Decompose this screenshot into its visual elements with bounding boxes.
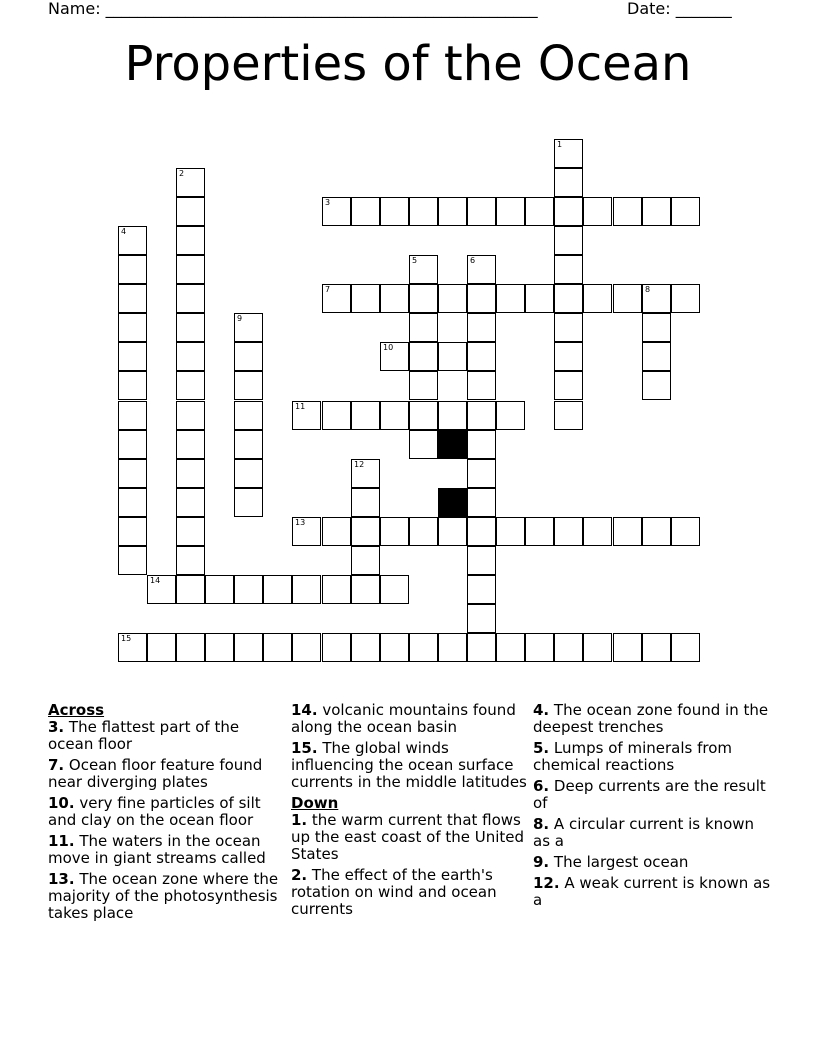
black-square (438, 430, 467, 459)
answer-cell[interactable] (467, 488, 496, 517)
answer-cell[interactable] (409, 633, 438, 662)
clue-across (48, 871, 288, 922)
answer-cell[interactable] (496, 517, 525, 546)
clue-text: very fine particles of silt and clay on the ocean floor (48, 794, 261, 829)
answer-cell[interactable] (234, 430, 263, 459)
clue-number: 15. (291, 739, 318, 757)
clue-number: 3. (48, 718, 65, 736)
answer-cell[interactable] (205, 633, 234, 662)
answer-cell[interactable] (467, 517, 496, 546)
answer-cell[interactable] (438, 342, 467, 371)
answer-cell[interactable] (118, 226, 147, 255)
answer-cell[interactable] (525, 633, 554, 662)
clue-text: The flattest part of the ocean floor (48, 718, 240, 753)
answer-cell[interactable] (613, 284, 642, 313)
answer-cell[interactable] (409, 313, 438, 342)
answer-cell[interactable] (438, 633, 467, 662)
clue-number-label: 3 (325, 198, 331, 207)
clue-across (291, 740, 531, 791)
answer-cell[interactable] (292, 517, 321, 546)
clue-down (533, 740, 773, 774)
answer-cell[interactable] (554, 342, 583, 371)
answer-cell[interactable] (176, 342, 205, 371)
answer-cell[interactable] (642, 197, 671, 226)
clue-text: The global winds influencing the ocean surface currents in the middle latitudes (291, 739, 527, 791)
answer-cell[interactable] (380, 575, 409, 604)
answer-cell[interactable] (583, 197, 612, 226)
clue-across (48, 757, 288, 791)
answer-cell[interactable] (409, 517, 438, 546)
clue-number-label: 11 (295, 402, 306, 411)
answer-cell[interactable] (467, 459, 496, 488)
answer-cell[interactable] (351, 575, 380, 604)
answer-cell[interactable] (176, 517, 205, 546)
clues-column-1 (48, 702, 288, 926)
answer-cell[interactable] (322, 517, 351, 546)
clue-number: 14. (291, 701, 318, 719)
clue-number: 9. (533, 853, 550, 871)
clue-text: The ocean zone found in the deepest trenches (533, 701, 769, 736)
clue-number-label: 12 (354, 460, 365, 469)
answer-cell[interactable] (642, 284, 671, 313)
answer-cell[interactable] (671, 197, 700, 226)
clue-number: 8. (533, 815, 550, 833)
answer-cell[interactable] (467, 342, 496, 371)
clue-down (291, 812, 531, 863)
answer-cell[interactable] (467, 255, 496, 284)
answer-cell[interactable] (292, 633, 321, 662)
clue-number: 12. (533, 874, 560, 892)
answer-cell[interactable] (322, 197, 351, 226)
clue-down (533, 778, 773, 812)
answer-cell[interactable] (118, 546, 147, 575)
clue-number: 2. (291, 866, 308, 884)
answer-cell[interactable] (409, 430, 438, 459)
clue-text: The ocean zone where the majority of the photosynthesis takes place (48, 870, 279, 922)
answer-cell[interactable] (176, 197, 205, 226)
answer-cell[interactable] (322, 401, 351, 430)
black-square (438, 488, 467, 517)
answer-cell[interactable] (409, 342, 438, 371)
clue-across (48, 795, 288, 829)
answer-cell[interactable] (351, 459, 380, 488)
answer-cell[interactable] (642, 342, 671, 371)
clue-number-label: 8 (645, 285, 651, 294)
answer-cell[interactable] (118, 313, 147, 342)
answer-cell[interactable] (409, 197, 438, 226)
answer-cell[interactable] (496, 284, 525, 313)
clue-text: The waters in the ocean move in giant streams called (48, 832, 266, 867)
answer-cell[interactable] (467, 371, 496, 400)
answer-cell[interactable] (583, 284, 612, 313)
clue-text: Lumps of minerals from chemical reactions (533, 739, 732, 774)
clue-number-label: 6 (470, 256, 476, 265)
answer-cell[interactable] (496, 401, 525, 430)
clue-text: Deep currents are the result of (533, 777, 766, 812)
clue-down (533, 875, 773, 909)
answer-cell[interactable] (234, 488, 263, 517)
date-field-label: Date: _______ (627, 0, 732, 18)
answer-cell[interactable] (176, 226, 205, 255)
answer-cell[interactable] (292, 401, 321, 430)
answer-cell[interactable] (176, 575, 205, 604)
answer-cell[interactable] (234, 313, 263, 342)
answer-cell[interactable] (496, 197, 525, 226)
clue-number-label: 9 (237, 314, 243, 323)
clue-text: A weak current is known as a (533, 874, 771, 909)
answer-cell[interactable] (118, 342, 147, 371)
clue-text: The effect of the earth's rotation on wind and ocean currents (291, 866, 497, 918)
clue-text: volcanic mountains found along the ocean basin (291, 701, 516, 736)
answer-cell[interactable] (467, 284, 496, 313)
answer-cell[interactable] (467, 546, 496, 575)
answer-cell[interactable] (176, 401, 205, 430)
answer-cell[interactable] (234, 633, 263, 662)
answer-cell[interactable] (351, 197, 380, 226)
answer-cell[interactable] (467, 633, 496, 662)
answer-cell[interactable] (118, 459, 147, 488)
clue-down (533, 702, 773, 736)
answer-cell[interactable] (176, 284, 205, 313)
answer-cell[interactable] (554, 401, 583, 430)
answer-cell[interactable] (409, 255, 438, 284)
answer-cell[interactable] (234, 575, 263, 604)
answer-cell[interactable] (438, 401, 467, 430)
answer-cell[interactable] (525, 284, 554, 313)
answer-cell[interactable] (583, 517, 612, 546)
answer-cell[interactable] (118, 284, 147, 313)
answer-cell[interactable] (292, 575, 321, 604)
answer-cell[interactable] (234, 371, 263, 400)
answer-cell[interactable] (671, 633, 700, 662)
answer-cell[interactable] (176, 633, 205, 662)
clue-number: 13. (48, 870, 75, 888)
answer-cell[interactable] (176, 371, 205, 400)
answer-cell[interactable] (583, 633, 612, 662)
answer-cell[interactable] (118, 255, 147, 284)
answer-cell[interactable] (380, 633, 409, 662)
clue-number-label: 15 (121, 634, 132, 643)
answer-cell[interactable] (351, 488, 380, 517)
clue-number-label: 13 (295, 518, 306, 527)
answer-cell[interactable] (263, 575, 292, 604)
clue-number: 10. (48, 794, 75, 812)
answer-cell[interactable] (351, 517, 380, 546)
answer-cell[interactable] (438, 517, 467, 546)
answer-cell[interactable] (351, 546, 380, 575)
answer-cell[interactable] (351, 401, 380, 430)
answer-cell[interactable] (467, 430, 496, 459)
clue-text: the warm current that flows up the east coast of the United States (291, 811, 525, 863)
clue-number: 7. (48, 756, 65, 774)
answer-cell[interactable] (409, 401, 438, 430)
answer-cell[interactable] (554, 255, 583, 284)
clue-down (291, 867, 531, 918)
answer-cell[interactable] (554, 226, 583, 255)
clue-number: 6. (533, 777, 550, 795)
answer-cell[interactable] (554, 139, 583, 168)
answer-cell[interactable] (118, 371, 147, 400)
answer-cell[interactable] (322, 575, 351, 604)
answer-cell[interactable] (554, 197, 583, 226)
page-title: Properties of the Ocean (124, 36, 692, 92)
clue-down (533, 854, 773, 871)
answer-cell[interactable] (671, 517, 700, 546)
answer-cell[interactable] (351, 633, 380, 662)
answer-cell[interactable] (438, 197, 467, 226)
answer-cell[interactable] (613, 197, 642, 226)
answer-cell[interactable] (467, 604, 496, 633)
across-heading: Across (48, 701, 105, 719)
answer-cell[interactable] (467, 313, 496, 342)
clue-number-label: 1 (557, 140, 563, 149)
answer-cell[interactable] (380, 517, 409, 546)
clues-column-2 (291, 702, 531, 922)
clue-number-label: 5 (412, 256, 418, 265)
clue-number-label: 2 (179, 169, 185, 178)
answer-cell[interactable] (118, 633, 147, 662)
answer-cell[interactable] (234, 401, 263, 430)
answer-cell[interactable] (118, 488, 147, 517)
answer-cell[interactable] (554, 371, 583, 400)
answer-cell[interactable] (176, 459, 205, 488)
answer-cell[interactable] (554, 284, 583, 313)
answer-cell[interactable] (176, 546, 205, 575)
answer-cell[interactable] (554, 633, 583, 662)
answer-cell[interactable] (176, 255, 205, 284)
answer-cell[interactable] (176, 488, 205, 517)
answer-cell[interactable] (380, 197, 409, 226)
clue-number: 5. (533, 739, 550, 757)
answer-cell[interactable] (351, 284, 380, 313)
answer-cell[interactable] (263, 633, 292, 662)
answer-cell[interactable] (176, 313, 205, 342)
clue-number: 1. (291, 811, 308, 829)
answer-cell[interactable] (234, 342, 263, 371)
answer-cell[interactable] (525, 197, 554, 226)
answer-cell[interactable] (118, 430, 147, 459)
answer-cell[interactable] (234, 459, 263, 488)
answer-cell[interactable] (205, 575, 234, 604)
answer-cell[interactable] (322, 284, 351, 313)
clue-down (533, 816, 773, 850)
answer-cell[interactable] (642, 371, 671, 400)
clue-number-label: 14 (150, 576, 161, 585)
answer-cell[interactable] (147, 575, 176, 604)
answer-cell[interactable] (176, 430, 205, 459)
answer-cell[interactable] (525, 517, 554, 546)
answer-cell[interactable] (671, 284, 700, 313)
answer-cell[interactable] (176, 168, 205, 197)
answer-cell[interactable] (554, 517, 583, 546)
clue-number-label: 10 (383, 343, 394, 352)
clue-number: 11. (48, 832, 75, 850)
clue-across (48, 833, 288, 867)
clues-column-3 (533, 702, 773, 913)
clue-text: The largest ocean (553, 853, 689, 871)
clue-across (291, 702, 531, 736)
answer-cell[interactable] (118, 517, 147, 546)
clue-text: A circular current is known as a (533, 815, 755, 850)
answer-cell[interactable] (467, 197, 496, 226)
answer-cell[interactable] (409, 284, 438, 313)
clue-text: Ocean floor feature found near diverging plates (48, 756, 263, 791)
answer-cell[interactable] (642, 517, 671, 546)
answer-cell[interactable] (380, 401, 409, 430)
clue-number: 4. (533, 701, 550, 719)
answer-cell[interactable] (613, 633, 642, 662)
answer-cell[interactable] (613, 517, 642, 546)
answer-cell[interactable] (496, 633, 525, 662)
answer-cell[interactable] (322, 633, 351, 662)
answer-cell[interactable] (554, 313, 583, 342)
answer-cell[interactable] (147, 633, 176, 662)
answer-cell[interactable] (467, 401, 496, 430)
answer-cell[interactable] (380, 284, 409, 313)
clue-number-label: 4 (121, 227, 127, 236)
answer-cell[interactable] (554, 168, 583, 197)
answer-cell[interactable] (438, 284, 467, 313)
answer-cell[interactable] (409, 371, 438, 400)
clue-across (48, 719, 288, 753)
clue-number-label: 7 (325, 285, 331, 294)
answer-cell[interactable] (118, 401, 147, 430)
answer-cell[interactable] (642, 313, 671, 342)
name-field-label: Name: ______________________________________________________ (48, 0, 538, 18)
down-heading: Down (291, 794, 339, 812)
answer-cell[interactable] (380, 342, 409, 371)
answer-cell[interactable] (642, 633, 671, 662)
answer-cell[interactable] (467, 575, 496, 604)
